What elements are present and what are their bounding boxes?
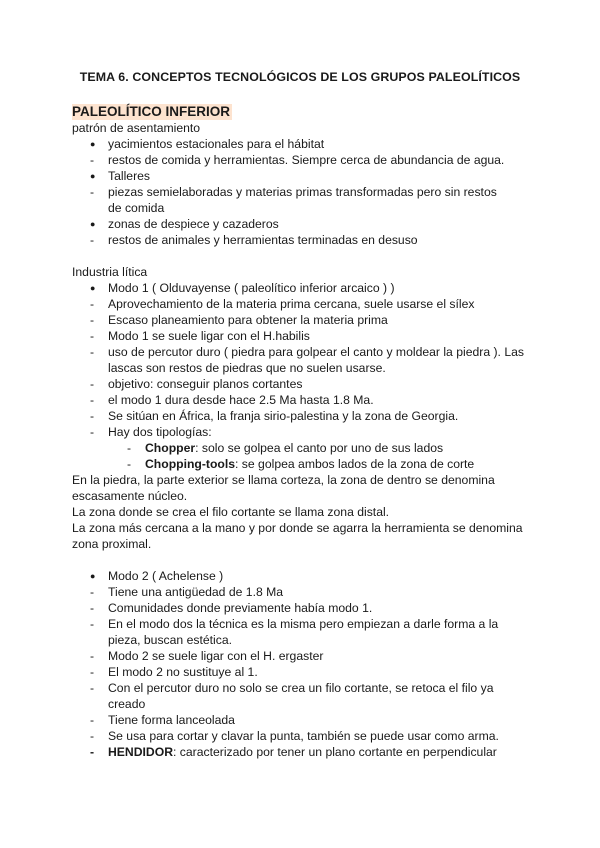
typology-item: - Chopper: solo se golpea el canto por uno de sus lados	[127, 441, 444, 455]
list-item: - Hay dos tipologías:	[90, 425, 212, 439]
list-item: - uso de percutor duro ( piedra para golpear el canto y moldear la piedra ). Las lascas son restos de piedras que no suelen usarse.	[90, 345, 524, 375]
list-item: - HENDIDOR: caracterizado por tener un plano cortante en perpendicular	[90, 745, 497, 759]
list-item: - piezas semielaboradas y materias primas transformadas pero sin restos de comida	[90, 185, 497, 215]
paragraph: En la piedra, la parte exterior se llama corteza, la zona de dentro se denomina escasamente núcleo.	[72, 473, 495, 503]
typology-term: Chopping-tools	[145, 457, 236, 471]
list-item: - Se sitúan en África, la franja sirio-palestina y la zona de Georgia.	[90, 409, 459, 423]
paragraph: La zona más cercana a la mano y por donde se agarra la herramienta se denomina zona proximal.	[72, 521, 523, 551]
list-item: - restos de animales y herramientas terminadas en desuso	[90, 233, 418, 247]
term-hendidor: HENDIDOR	[108, 745, 174, 759]
typology-item: - Chopping-tools: se golpea ambos lados de la zona de corte	[127, 457, 475, 471]
list-item: - restos de comida y herramientas. Siempre cerca de abundancia de agua.	[90, 153, 505, 167]
list-item: - El modo 2 no sustituye al 1.	[90, 665, 258, 679]
list-item: - Tiene una antigüedad de 1.8 Ma	[90, 585, 284, 599]
list-item: ● Modo 2 ( Achelense )	[90, 569, 224, 583]
typology-term: Chopper	[145, 441, 196, 455]
list-item: ● yacimientos estacionales para el hábitat	[90, 137, 325, 151]
lithic-label: Industria lítica	[72, 265, 148, 279]
list-item: - Modo 2 se suele ligar con el H. ergaster	[90, 649, 324, 663]
list-item: - Tiene forma lanceolada	[90, 713, 235, 727]
section-heading: PALEOLÍTICO INFERIOR	[72, 104, 230, 119]
paragraph: La zona donde se crea el filo cortante se llama zona distal.	[72, 505, 390, 519]
list-item: ● Talleres	[90, 169, 150, 183]
list-item: ● Modo 1 ( Olduvayense ( paleolítico inferior arcaico ) )	[90, 281, 395, 295]
list-item: - Se usa para cortar y clavar la punta, también se puede usar como arma.	[90, 729, 499, 743]
list-item: - Con el percutor duro no solo se crea un filo cortante, se retoca el filo ya creado	[90, 681, 494, 711]
list-item: - En el modo dos la técnica es la misma pero empiezan a darle forma a la pieza, buscan estética.	[90, 617, 499, 647]
list-item: - Comunidades donde previamente había modo 1.	[90, 601, 373, 615]
document-title: TEMA 6. CONCEPTOS TECNOLÓGICOS DE LOS GRUPOS PALEOLÍTICOS	[79, 70, 521, 84]
list-item: - objetivo: conseguir planos cortantes	[90, 377, 303, 391]
list-item: - Aprovechamiento de la materia prima cercana, suele usarse el sílex	[90, 297, 475, 311]
list-item: - Modo 1 se suele ligar con el H.habilis	[90, 329, 310, 343]
list-item: ● zonas de despiece y cazaderos	[90, 217, 279, 231]
settlement-label: patrón de asentamiento	[72, 121, 201, 135]
list-item: - el modo 1 dura desde hace 2.5 Ma hasta 1.8 Ma.	[90, 393, 374, 407]
list-item: - Escaso planeamiento para obtener la materia prima	[90, 313, 388, 327]
